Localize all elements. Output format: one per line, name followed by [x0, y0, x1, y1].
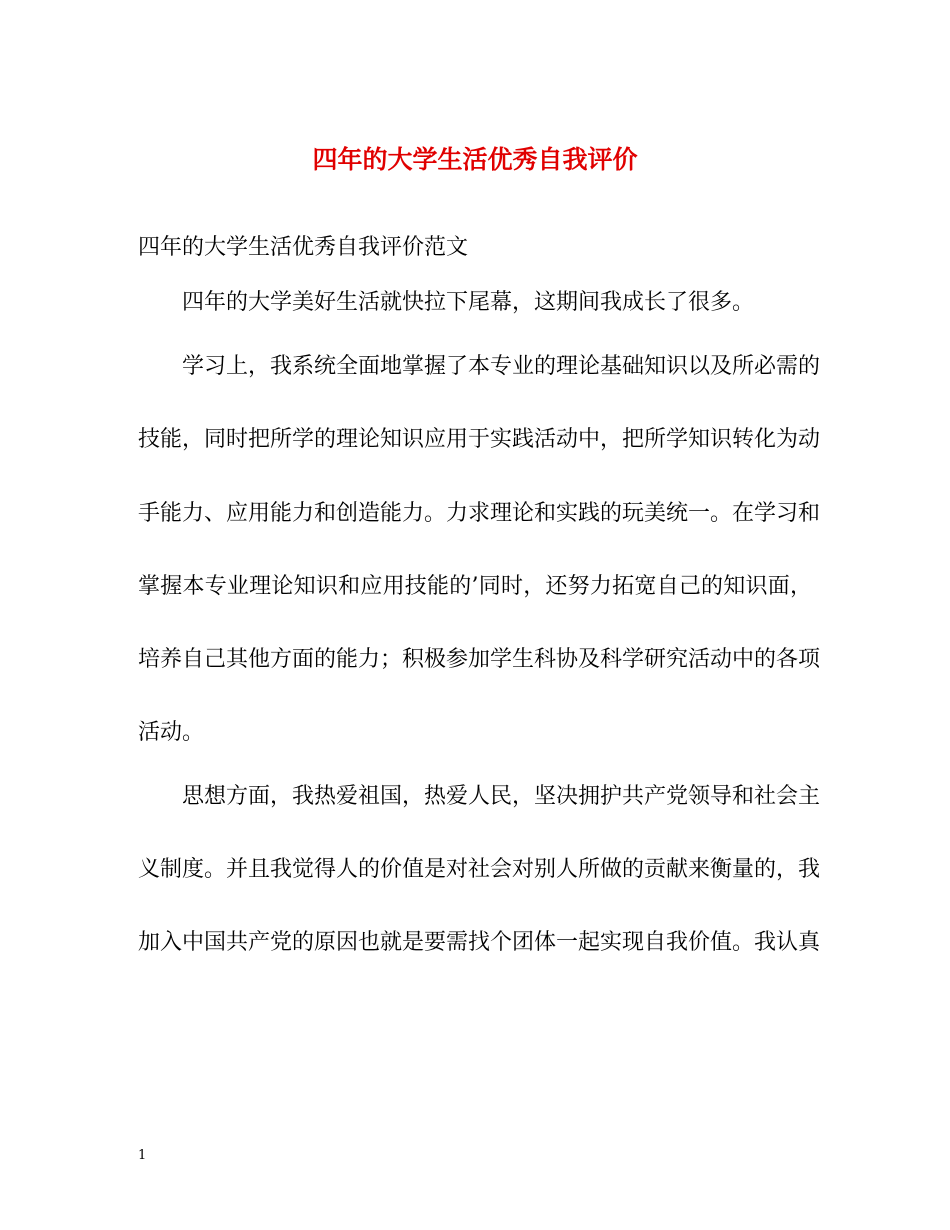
paragraph-line: 技能，同时把所学的理论知识应用于实践活动中，把所学知识转化为动 [138, 427, 821, 452]
paragraph-line: 思想方面，我热爱祖国，热爱人民，坚决拥护共产党领导和社会主 [182, 784, 821, 809]
paragraph-line: 四年的大学美好生活就快拉下尾幕，这期间我成长了很多。 [182, 290, 755, 315]
paragraph-line: 培养自己其他方面的能力；积极参加学生科协及科学研究活动中的各项 [138, 647, 821, 672]
document-subtitle: 四年的大学生活优秀自我评价范文 [138, 235, 469, 260]
paragraph-line: 义制度。并且我觉得人的价值是对社会对别人所做的贡献来衡量的，我 [138, 857, 821, 882]
page-number: 1 [138, 1148, 147, 1163]
paragraph-line: 掌握本专业理论知识和应用技能的’同时，还努力拓宽自己的知识面， [138, 574, 812, 599]
paragraph-line: 学习上，我系统全面地掌握了本专业的理论基础知识以及所必需的 [182, 354, 821, 379]
paragraph-line: 手能力、应用能力和创造能力。力求理论和实践的玩美统一。在学习和 [138, 501, 821, 526]
paragraph-line: 活动。 [138, 720, 205, 745]
paragraph-line: 加入中国共产党的原因也就是要需找个团体一起实现自我价值。我认真 [138, 930, 821, 955]
document-title: 四年的大学生活优秀自我评价 [312, 145, 638, 174]
